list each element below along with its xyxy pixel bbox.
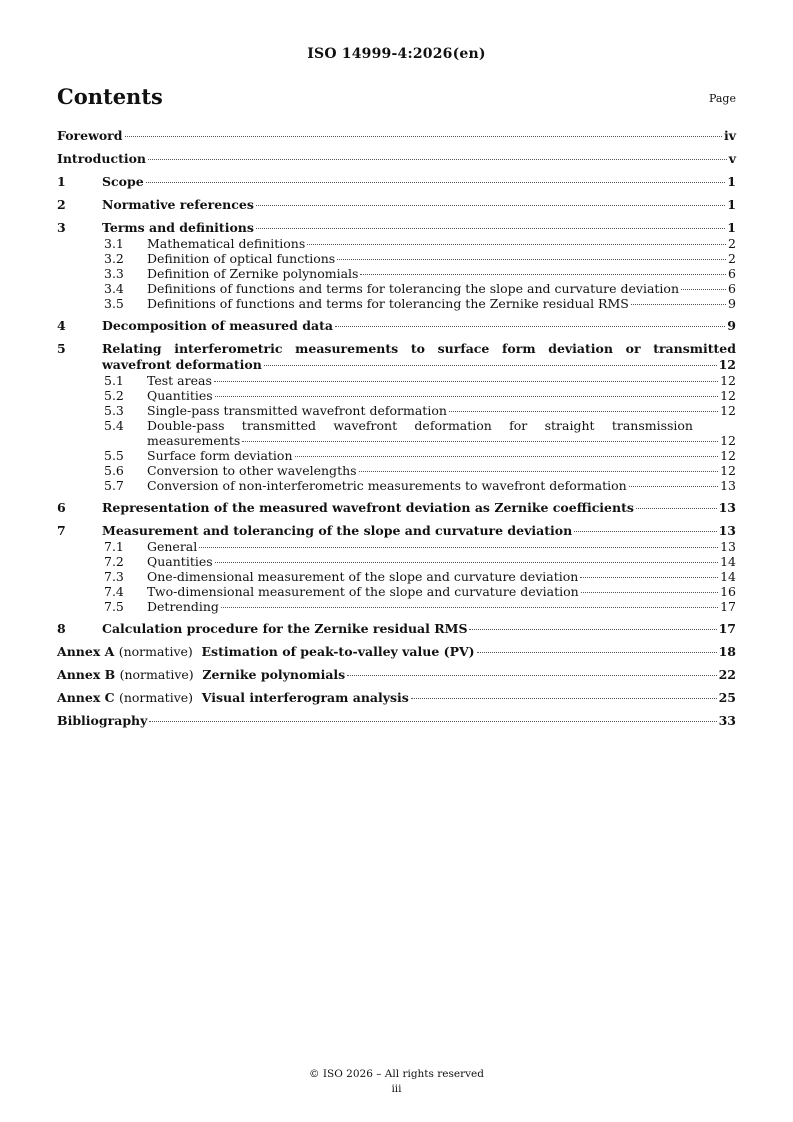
toc-entry-page: 9 [728,296,736,311]
dot-leader [149,721,716,722]
dot-leader [264,365,717,366]
toc-entry-page: 6 [728,266,736,281]
toc-entry-title: Test areas [147,373,212,388]
page-footer [0,1067,793,1097]
toc-entry-5-5[interactable] [57,448,736,463]
toc-entry-number: 3.3 [104,266,124,281]
toc-entry-number: 5.5 [104,448,124,463]
annex-kind: (normative) [119,667,194,682]
page-number: iii [391,1083,402,1095]
toc-entry-5-7[interactable] [57,478,736,493]
toc-entry-number: 7.3 [104,569,124,584]
toc-entry-title-line1: Double-pass transmitted wavefront deformation for straight transmission [147,418,693,433]
toc-entry-page: v [728,151,736,166]
dot-leader [449,411,718,412]
dot-leader [295,456,719,457]
dot-leader [574,531,716,532]
toc-entry-number: 5.3 [104,403,124,418]
toc-entry-title-line2: wavefront deformation [102,357,262,372]
dot-leader [256,228,725,229]
toc-entry-title: Mathematical definitions [147,236,306,251]
toc-entry-number: 6 [57,500,66,515]
toc-entry-title: Surface form deviation [147,448,293,463]
toc-entry-number: 7.4 [104,584,124,599]
toc-entry-title: Decomposition of measured data [102,318,333,333]
toc-entry-page: 18 [718,644,736,659]
toc-entry-title: Quantities [147,554,213,569]
toc-entry-number: 7.2 [104,554,124,569]
toc-entry-7-2[interactable] [57,554,736,569]
toc-entry-page: 12 [720,403,736,418]
toc-entry-annex-b[interactable] [57,667,736,683]
toc-entry-title: Calculation procedure for the Zernike residual RMS [102,621,468,636]
toc-entry-1[interactable] [57,174,736,190]
toc-entry-3-3[interactable] [57,266,736,281]
toc-entry-foreword[interactable] [57,128,736,144]
toc-entry-page: 13 [720,539,736,554]
toc-entry-7-4[interactable] [57,584,736,599]
dot-leader [360,274,726,275]
toc-entry-page: 6 [728,281,736,296]
toc-entry-page: 17 [718,621,736,636]
document-id-header: ISO 14999-4:2026(en) [307,46,486,62]
toc-entry-page: 1 [727,174,736,189]
annex-label: Annex A [57,644,115,659]
toc-entry-4[interactable] [57,318,736,334]
toc-entry-page: 1 [727,220,736,235]
toc-entry-page: 12 [720,433,736,448]
toc-entry-7-3[interactable] [57,569,736,584]
dot-leader [581,592,718,593]
toc-entry-title: General [147,539,198,554]
toc-entry-title: Definition of Zernike polynomials [147,266,359,281]
annex-kind: (normative) [118,690,194,705]
dot-leader [199,547,718,548]
toc-title: Contents [57,84,163,109]
toc-entry-title: Detrending [147,599,219,614]
toc-entry-3-2[interactable] [57,251,736,266]
dot-leader [681,289,726,290]
toc-entry-page: 12 [720,373,736,388]
toc-entry-title: Zernike polynomials [202,667,346,682]
toc-entry-5-4[interactable] [57,418,736,448]
toc-entry-5-3[interactable] [57,403,736,418]
toc-entry-introduction[interactable] [57,151,736,167]
toc-entry-number: 8 [57,621,66,636]
toc-entry-5[interactable] [57,341,736,373]
toc-entry-title: Measurement and tolerancing of the slope and curvature deviation [102,523,573,538]
toc-entry-title: Definitions of functions and terms for tolerancing the Zernike residual RMS [147,296,629,311]
toc-entry-title: Definitions of functions and terms for tolerancing the slope and curvature deviation [147,281,679,296]
toc-entry-title: Visual interferogram analysis [201,690,409,705]
toc-entry-title: Bibliography [57,713,148,728]
toc-entry-7-1[interactable] [57,539,736,554]
toc-entry-page: 14 [720,569,736,584]
toc-entry-annex-a[interactable] [57,644,736,660]
toc-entry-page: iv [723,128,736,143]
toc-entry-page: 22 [718,667,736,682]
toc-entry-number: 5.6 [104,463,124,478]
toc-entry-5-6[interactable] [57,463,736,478]
toc-entry-number: 1 [57,174,66,189]
dot-leader [337,259,726,260]
toc-entry-number: 7 [57,523,66,538]
toc-entry-page: 9 [727,318,736,333]
toc-entry-page: 2 [728,236,736,251]
dot-leader [125,136,722,137]
table-of-contents [57,128,736,729]
toc-entry-title: Quantities [147,388,213,403]
dot-leader [359,471,719,472]
annex-label: Annex C [57,690,115,705]
toc-entry-number: 5.1 [104,373,124,388]
dot-leader [629,486,718,487]
toc-entry-page: 13 [718,523,736,538]
toc-entry-7[interactable] [57,523,736,539]
toc-entry-number: 7.5 [104,599,124,614]
dot-leader [214,381,718,382]
toc-entry-title: Foreword [57,128,123,143]
toc-entry-title: Terms and definitions [102,220,254,235]
toc-entry-5-1[interactable] [57,373,736,388]
toc-entry-title: Definition of optical functions [147,251,336,266]
toc-entry-page: 33 [718,713,736,728]
toc-entry-number: 3 [57,220,66,235]
toc-entry-number: 5 [57,341,66,356]
toc-entry-page: 1 [727,197,736,212]
dot-leader [307,244,726,245]
toc-entry-7-5[interactable] [57,599,736,614]
dot-leader [477,652,717,653]
dot-leader [636,508,717,509]
toc-entry-title-line1: Relating interferometric measurements to surface form deviation or transmitted [102,341,736,356]
toc-entry-number: 3.1 [104,236,124,251]
dot-leader [631,304,726,305]
dot-leader [411,698,717,699]
toc-entry-6[interactable] [57,500,736,516]
copyright-notice: © ISO 2026 – All rights reserved [309,1068,484,1080]
toc-entry-3-4[interactable] [57,281,736,296]
toc-entry-number: 5.2 [104,388,124,403]
toc-entry-title: Normative references [102,197,254,212]
toc-entry-number: 4 [57,318,66,333]
annex-kind: (normative) [118,644,193,659]
toc-entry-page: 25 [718,690,736,705]
dot-leader [580,577,718,578]
dot-leader [242,441,718,442]
toc-entry-number: 5.4 [104,418,124,433]
dot-leader [215,562,718,563]
annex-label: Annex B [57,667,116,682]
toc-entry-title: Introduction [57,151,147,166]
toc-entry-title: Single-pass transmitted wavefront deformation [147,403,447,418]
toc-entry-annex-c[interactable] [57,690,736,706]
toc-entry-page: 14 [720,554,736,569]
dot-leader [335,326,725,327]
toc-entry-3[interactable] [57,220,736,236]
toc-entry-page: 13 [718,500,736,515]
dot-leader [469,629,716,630]
toc-entry-title: Conversion of non-interferometric measurements to wavefront deformation [147,478,627,493]
toc-entry-page: 13 [720,478,736,493]
toc-entry-page: 2 [728,251,736,266]
dot-leader [221,607,718,608]
toc-entry-page: 17 [720,599,736,614]
dot-leader [215,396,718,397]
dot-leader [148,159,727,160]
dot-leader [146,182,726,183]
toc-entry-5-2[interactable] [57,388,736,403]
toc-entry-3-5[interactable] [57,296,736,311]
dot-leader [256,205,725,206]
toc-entry-title: Scope [102,174,144,189]
toc-title-row [57,84,736,114]
toc-entry-title: Two-dimensional measurement of the slope and curvature deviation [147,584,579,599]
toc-entry-number: 5.7 [104,478,124,493]
toc-entry-page: 12 [718,357,736,372]
toc-entry-page: 16 [720,584,736,599]
toc-entry-page: 12 [720,448,736,463]
toc-entry-number: 3.5 [104,296,124,311]
toc-entry-title: One-dimensional measurement of the slope and curvature deviation [147,569,579,584]
toc-entry-bibliography[interactable] [57,713,736,729]
toc-entry-number: 3.2 [104,251,124,266]
toc-entry-number: 3.4 [104,281,124,296]
page-column-label: Page [708,92,736,105]
toc-entry-page: 12 [720,463,736,478]
toc-entry-title-line2: measurements [147,433,241,448]
toc-entry-3-1[interactable] [57,236,736,251]
dot-leader [347,675,716,676]
toc-entry-number: 2 [57,197,66,212]
toc-entry-title: Representation of the measured wavefront deviation as Zernike coefficients [102,500,634,515]
toc-entry-8[interactable] [57,621,736,637]
toc-entry-title: Estimation of peak-to-valley value (PV) [201,644,475,659]
toc-entry-page: 12 [720,388,736,403]
toc-entry-2[interactable] [57,197,736,213]
toc-entry-number: 7.1 [104,539,124,554]
toc-entry-title: Conversion to other wavelengths [147,463,357,478]
